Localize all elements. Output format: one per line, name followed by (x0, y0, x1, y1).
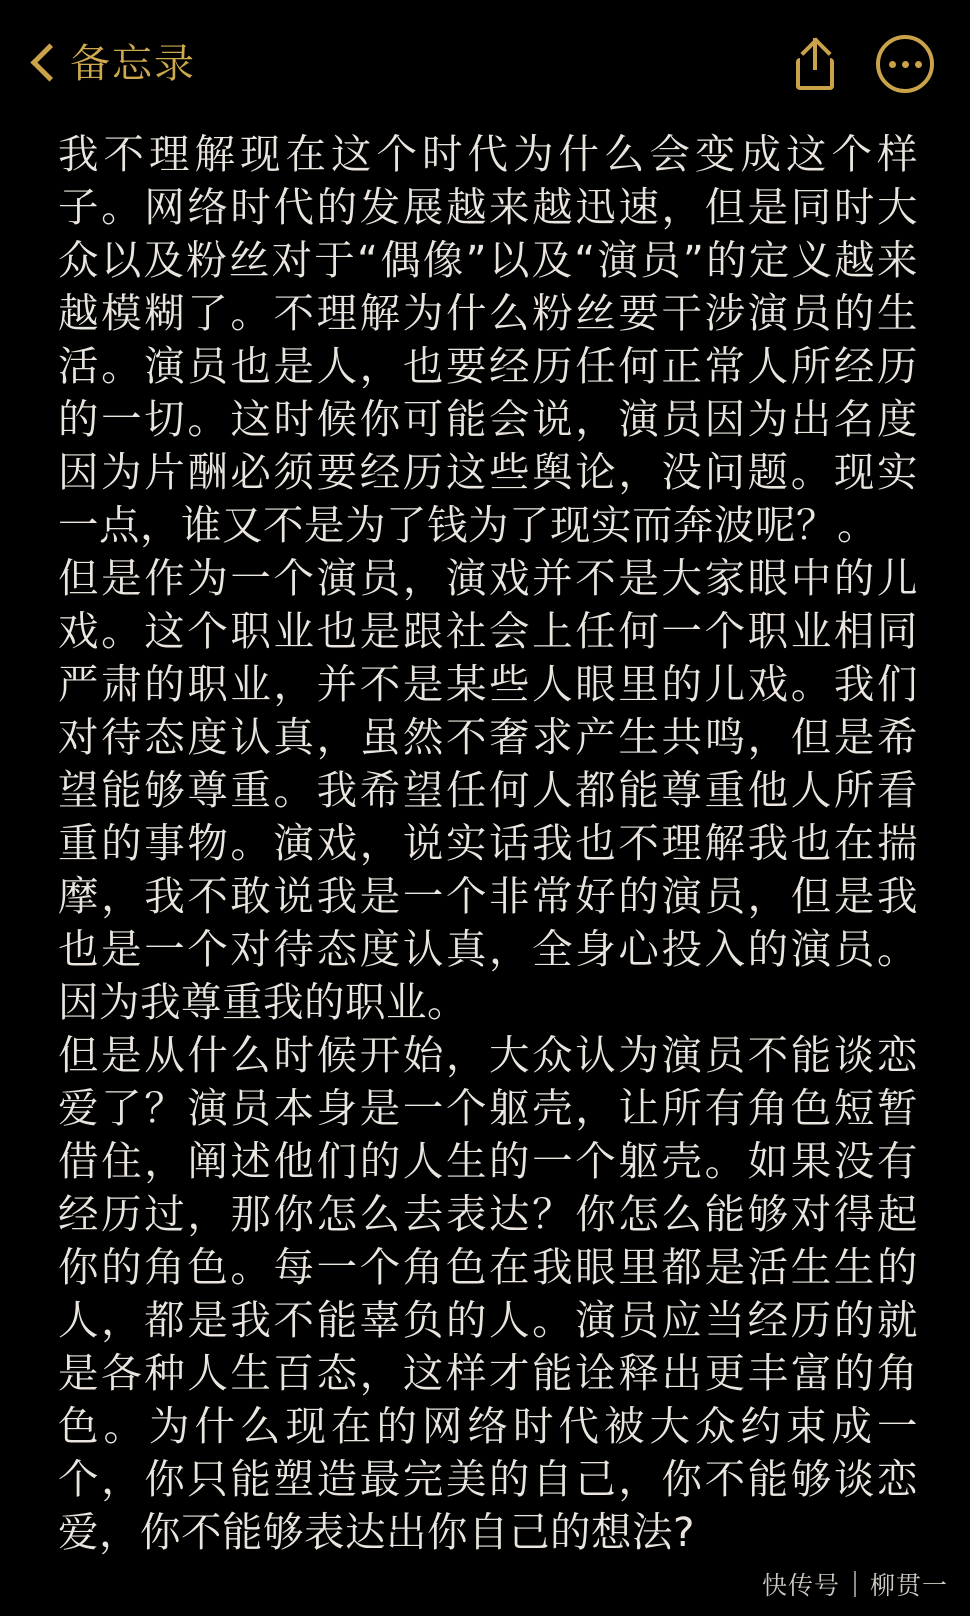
note-paragraph: 我不理解现在这个时代为什么会变成这个样子。网络时代的发展越来越迅速，但是同时大众以及粉丝对于“偶像”以及“演员”的定义越来越模糊了。不理解为什么粉丝要干涉演员的生活。演员也是人，也要经历任何正常人所经历的一切。这时候你可能会说，演员因为出名度因为片酬必须要经历这些舆论，没问题。现实一点，谁又不是为了钱为了现实而奔波呢？。 (58, 130, 918, 549)
top-navigation-bar (0, 0, 970, 128)
watermark-author: 柳贯一 (869, 1571, 948, 1600)
more-ellipsis-icon[interactable] (876, 35, 934, 93)
note-content (0, 128, 970, 1559)
watermark-platform: 快传号 (761, 1571, 840, 1600)
nav-actions (792, 35, 934, 93)
share-icon[interactable] (792, 36, 838, 92)
watermark (762, 1566, 948, 1602)
note-paragraph: 但是从什么时候开始，大众认为演员不能谈恋爱了？演员本身是一个躯壳，让所有角色短暂借住，阐述他们的人生的一个躯壳。如果没有经历过，那你怎么去表达？你怎么能够对得起你的角色。每一个角色在我眼里都是活生生的人，都是我不能辜负的人。演员应当经历的就是各种人生百态，这样才能诠释出更丰富的角色。为什么现在的网络时代被大众约束成一个，你只能塑造最完美的自己，你不能够谈恋爱，你不能够表达出你自己的想法? (58, 1031, 918, 1556)
nav-back-group[interactable] (26, 41, 792, 87)
note-paragraph: 但是作为一个演员，演戏并不是大家眼中的儿戏。这个职业也是跟社会上任何一个职业相同严肃的职业，并不是某些人眼里的儿戏。我们对待态度认真，虽然不奢求产生共鸣，但是希望能够尊重。我希望任何人都能尊重他人所看重的事物。演戏，说实话我也不理解我也在揣摩，我不敢说我是一个非常好的演员，但是我也是一个对待态度认真，全身心投入的演员。因为我尊重我的职业。 (58, 554, 918, 1026)
page-title: 备忘录 (70, 41, 196, 87)
chevron-left-icon[interactable] (26, 41, 60, 87)
watermark-divider (854, 1571, 856, 1597)
